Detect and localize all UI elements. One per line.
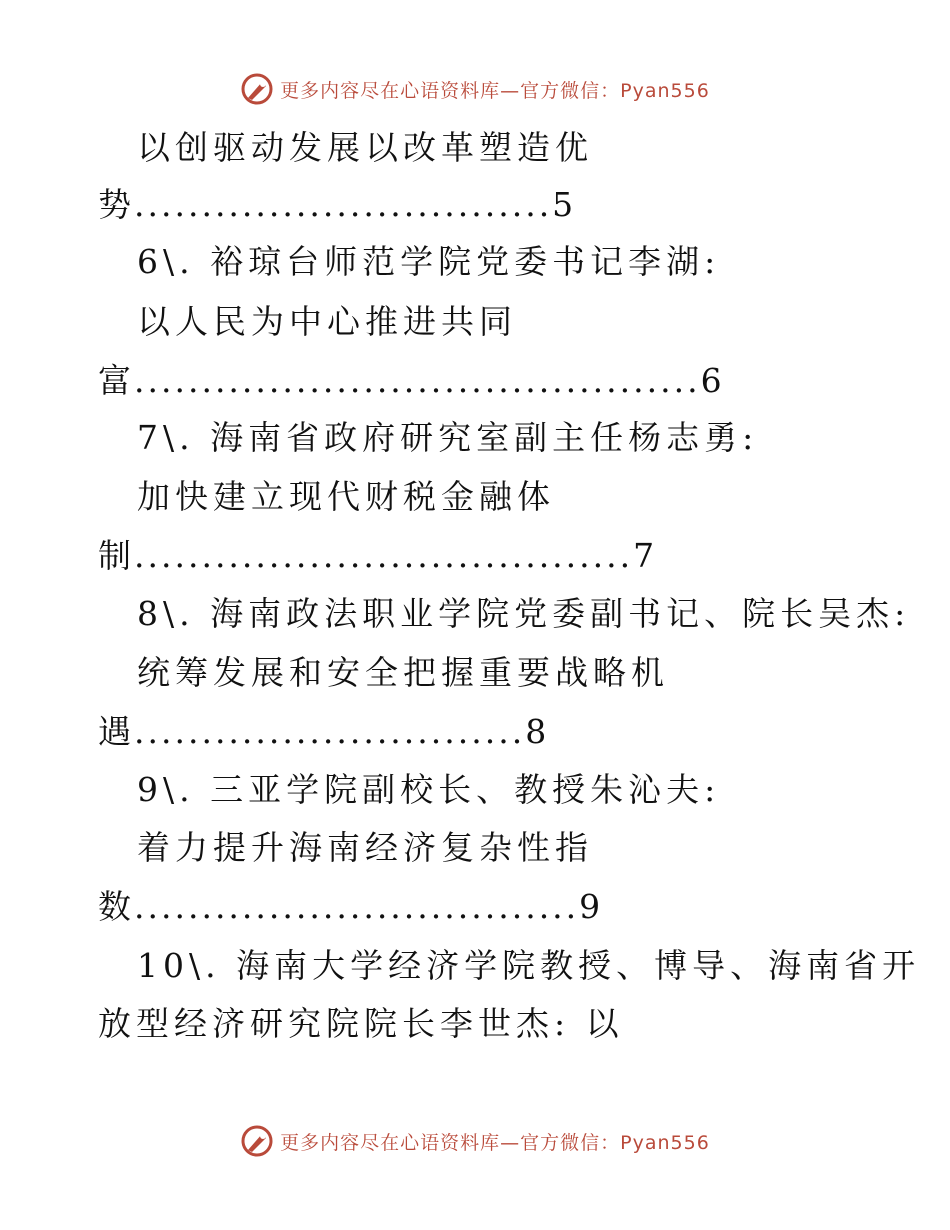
toc-entry-8-subtitle: 统筹发展和安全把握重要战略机 [137, 653, 669, 692]
footer-watermark-text: 更多内容尽在心语资料库—官方微信：Pyan556 [280, 1131, 710, 1154]
toc-entry-9-subtitle: 着力提升海南经济复杂性指 [137, 828, 593, 867]
toc-entry-9-page-line: 数.................................9 [98, 887, 604, 926]
toc-entry-8-title: 8\. 海南政法职业学院党委副书记、院长吴杰: [137, 594, 911, 633]
toc-entry-7-title: 7\. 海南省政府研究室副主任杨志勇: [137, 418, 759, 457]
header-watermark [0, 72, 950, 106]
toc-entry-9-title: 9\. 三亚学院副校长、教授朱沁夫: [137, 770, 721, 809]
toc-entry-5-page-line: 势...............................5 [98, 185, 577, 224]
toc-entry-8-page-line: 遇.............................8 [98, 712, 550, 751]
toc-entry-6-page-line: 富..........................................6 [98, 361, 725, 400]
footer-watermark [0, 1124, 950, 1158]
pen-logo-icon [240, 1124, 274, 1158]
pen-logo-icon [240, 72, 274, 106]
header-watermark-text: 更多内容尽在心语资料库—官方微信：Pyan556 [280, 79, 710, 102]
toc-entry-7-page-line: 制.....................................7 [98, 536, 658, 575]
toc-entry-6-title: 6\. 裕琼台师范学院党委书记李湖: [137, 242, 721, 281]
toc-entry-6-subtitle: 以人民为中心推进共同 [137, 302, 517, 341]
toc-entry-5-continued: 以创驱动发展以改革塑造优 [137, 128, 593, 167]
toc-entry-10-title: 10\. 海南大学经济学院教授、博导、海南省开 [137, 946, 921, 985]
toc-entry-7-subtitle: 加快建立现代财税金融体 [137, 477, 555, 516]
toc-entry-10-continued: 放型经济研究院院长李世杰: 以 [98, 1004, 624, 1043]
